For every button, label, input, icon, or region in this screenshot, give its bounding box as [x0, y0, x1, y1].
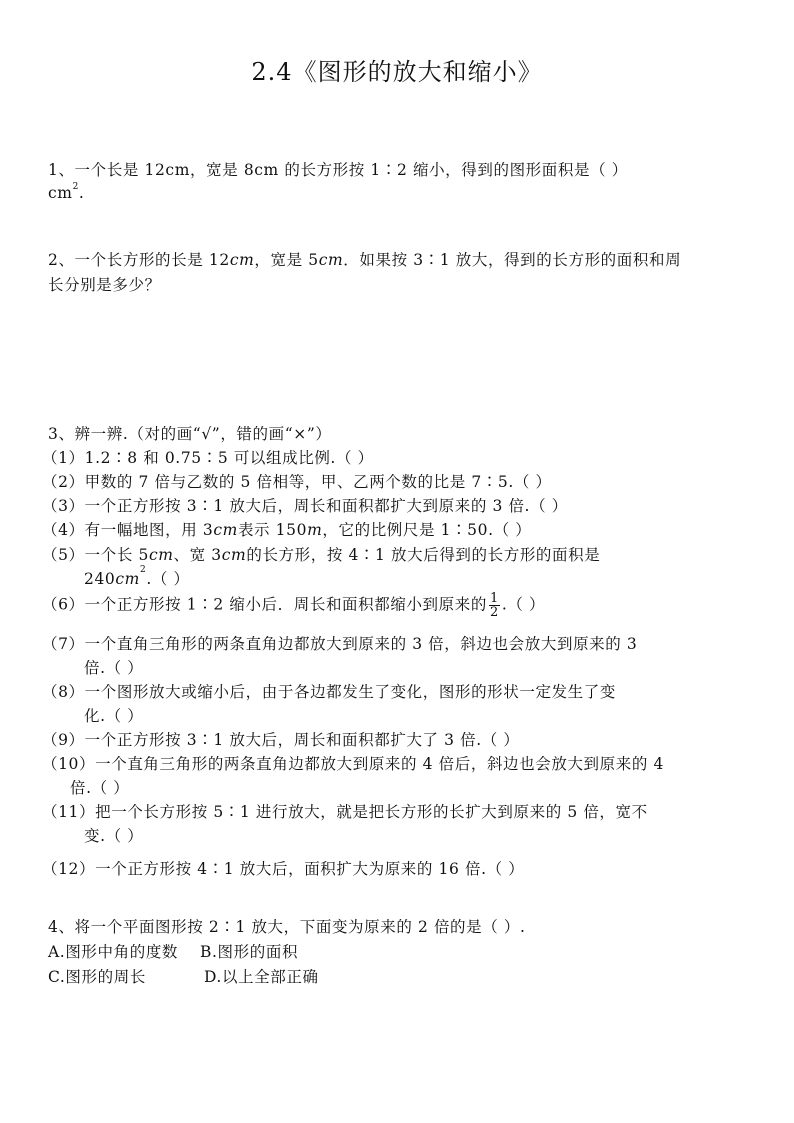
fraction-numerator: 1 [489, 591, 499, 606]
unit-cm: cm [221, 546, 247, 564]
question-1-line-1: 1、一个长是 12cm，宽是 8cm 的长方形按 1∶2 缩小，得到的图形面积是（ ） [48, 161, 628, 179]
question-3-item-8-line-2: 化.（ ） [84, 707, 144, 725]
unit-cm: cm [213, 521, 238, 539]
q3-4-text-b: 表示 150 [237, 521, 308, 539]
superscript-2: 2 [72, 182, 79, 192]
unit-cm: cm [48, 184, 73, 202]
option-c: C.图形的周长 [48, 968, 146, 986]
question-3-item-12: （12）一个正方形按 4∶1 放大后，面积扩大为原来的 16 倍.（ ） [42, 860, 525, 878]
fraction-denominator: 2 [489, 605, 499, 620]
question-3-item-5-line-1 [42, 543, 600, 565]
fraction-one-half [489, 592, 500, 619]
unit-cm: cm [148, 546, 174, 564]
question-3-item-10-line-1: （10）一个直角三角形的两条直角边都放大到原来的 4 倍后，斜边也会放大到原来的 4 [42, 755, 664, 773]
question-4-options-row-2 [48, 965, 319, 987]
question-3-item-1: （1）1.2∶8 和 0.75∶5 可以组成比例.（ ） [42, 449, 374, 467]
question-2-line-2: 长分别是多少？ [48, 276, 161, 294]
question-3-item-2: （2）甲数的 7 倍与乙数的 5 倍相等，甲、乙两个数的比是 7∶5.（ ） [42, 473, 552, 491]
unit-cm: cm [318, 251, 344, 269]
page-title: 2.4《图形的放大和缩小》 [251, 58, 543, 86]
question-3-item-5-line-2 [84, 567, 190, 589]
option-d: D.以上全部正确 [203, 968, 319, 986]
q2-text-b: ，宽是 5 [254, 251, 319, 269]
question-3-item-7-line-1: （7）一个直角三角形的两条直角边都放大到原来的 3 倍，斜边也会放大到原来的 3 [42, 635, 638, 653]
question-3-item-3: （3）一个正方形按 3∶1 放大后，周长和面积都扩大到原来的 3 倍.（ ） [42, 497, 568, 515]
q3-4-text-c: ，它的比例尺是 1∶50.（ ） [322, 521, 532, 539]
q2-text-c: ．如果按 3∶1 放大，得到的长方形的面积和周 [343, 251, 682, 269]
question-3-item-11-line-1: （11）把一个长方形按 5∶1 进行放大，就是把长方形的长扩大到原来的 5 倍，宽不 [42, 803, 648, 821]
question-3-item-10-line-2: 倍.（ ） [70, 779, 130, 797]
question-3-item-4 [42, 518, 531, 540]
question-3-heading: 3、辨一辨.（对的画“√”，错的画“×”） [48, 425, 332, 443]
question-1-line-2 [48, 184, 84, 202]
q2-text-a: 2、一个长方形的长是 12 [48, 251, 230, 269]
period: . [78, 184, 85, 202]
unit-cm: cm [229, 251, 255, 269]
question-3-item-8-line-1: （8）一个图形放大或缩小后，由于各边都发生了变化，图形的形状一定发生了变 [42, 683, 616, 701]
q3-5-value: 240 [84, 570, 116, 588]
option-b: B.图形的面积 [200, 943, 299, 961]
question-4-options-row-1 [48, 940, 298, 962]
q3-4-text-a: （4）有一幅地图，用 3 [42, 521, 214, 539]
q3-5-answer-blank: .（ ） [146, 570, 190, 588]
question-3-item-11-line-2: 变.（ ） [84, 827, 144, 845]
question-4-stem: 4、将一个平面图形按 2∶1 放大，下面变为原来的 2 倍的是（ ）. [48, 918, 526, 936]
option-a: A.图形中角的度数 [48, 943, 179, 961]
question-2-line-1 [48, 248, 681, 270]
q3-5-text-b: 、宽 3 [173, 546, 222, 564]
q3-5-text-a: （5）一个长 5 [42, 546, 149, 564]
q3-5-text-c: 的长方形，按 4∶1 放大后得到的长方形的面积是 [246, 546, 601, 564]
question-3-item-6 [42, 592, 545, 619]
q3-6-text-a: （6）一个正方形按 1∶2 缩小后．周长和面积都缩小到原来的 [42, 595, 487, 614]
unit-cm: cm [115, 570, 140, 588]
question-3-item-9: （9）一个正方形按 3∶1 放大后，周长和面积都扩大了 3 倍.（ ） [42, 731, 520, 749]
superscript-2: 2 [139, 565, 147, 575]
q3-6-text-b: .（ ） [501, 595, 546, 614]
unit-m: m [307, 521, 323, 539]
question-3-item-7-line-2: 倍.（ ） [84, 659, 144, 677]
